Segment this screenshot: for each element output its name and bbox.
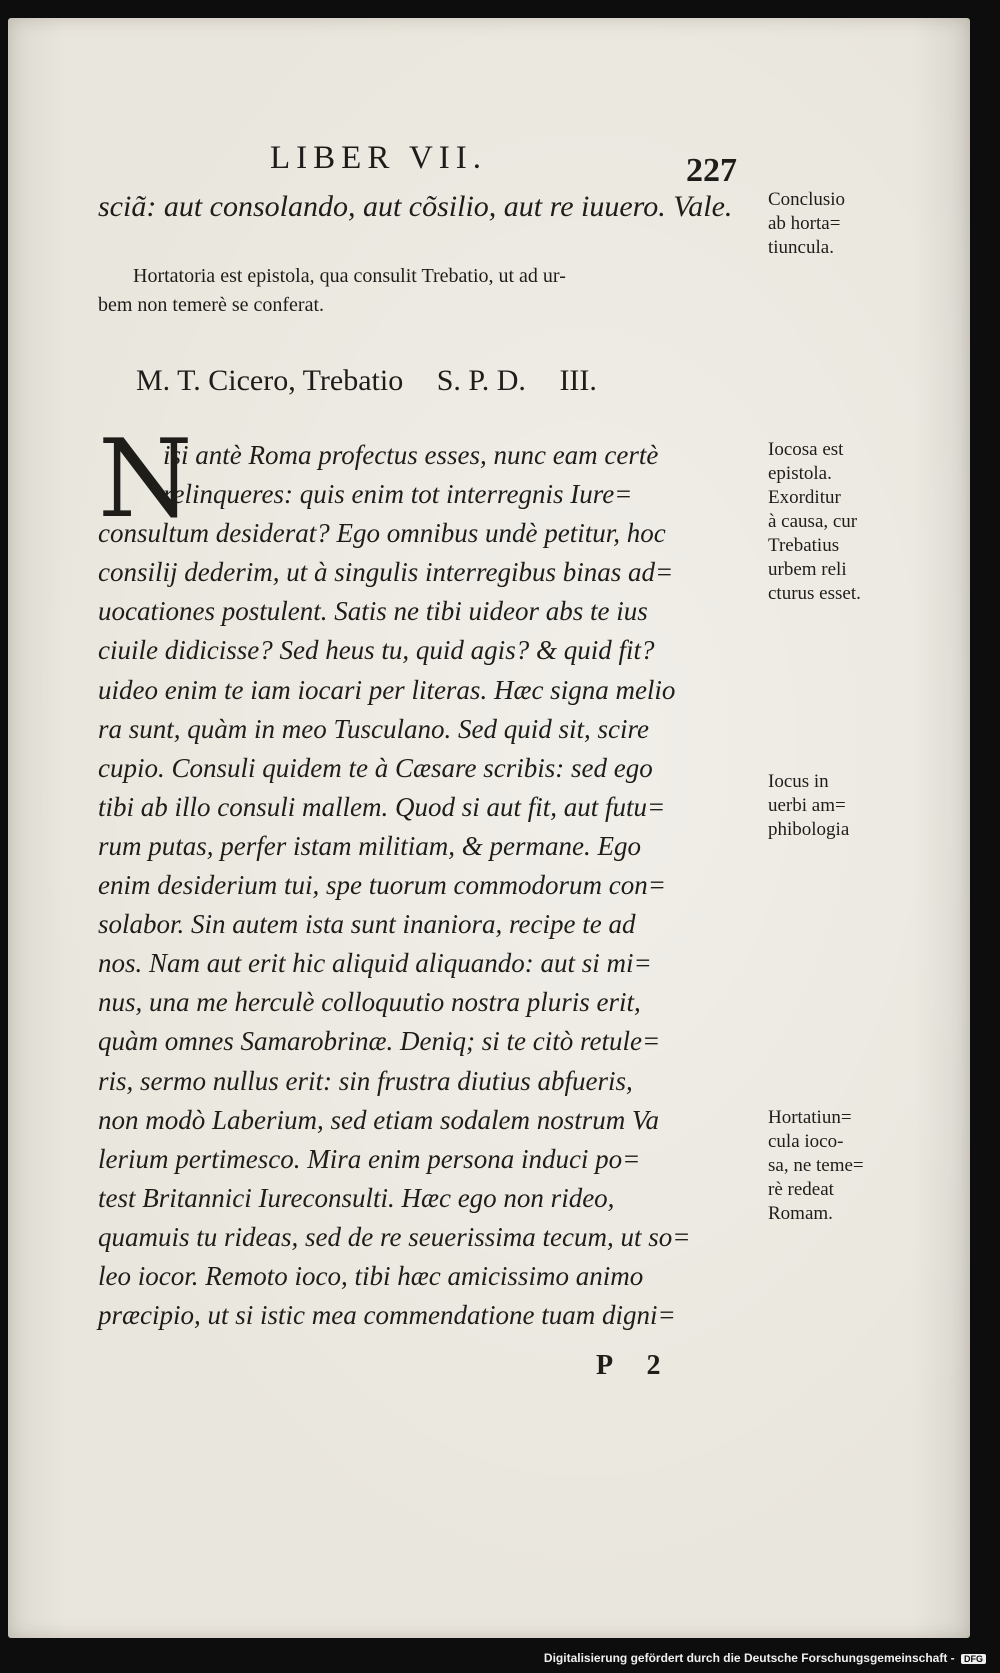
- margin-note-iocosa: [768, 438, 898, 606]
- book-page: [8, 18, 970, 1638]
- margin-note-line: phibologia: [768, 819, 850, 840]
- body-line: solabor. Sin autem ista sunt inaniora, recipe te ad: [98, 909, 636, 940]
- margin-note-iocus: [768, 770, 898, 842]
- body-line: quàm omnes Samarobrinæ. Deniq; si te citò retule=: [98, 1026, 661, 1057]
- salutation-name: M. T. Cicero, Trebatio: [136, 364, 404, 397]
- margin-note-line: cula ioco-: [768, 1131, 844, 1152]
- margin-note-line: Iocosa est: [768, 439, 844, 460]
- body-line: quamuis tu rideas, sed de re seuerissima tecum, ut so=: [98, 1221, 691, 1252]
- digitization-credit: [544, 1651, 986, 1665]
- body-line: test Britannici Iureconsulti. Hæc ego non rideo,: [98, 1182, 615, 1213]
- margin-note-line: cturus esset.: [768, 583, 861, 604]
- margin-note-line: urbem reli: [768, 559, 847, 580]
- body-line: præcipio, ut si istic mea commendatione tuam digni=: [98, 1300, 676, 1331]
- margin-note-line: Iocus in: [768, 771, 829, 792]
- body-line: ciuile didicisse? Sed heus tu, quid agis? & quid fit?: [98, 635, 655, 666]
- body-line: leo iocor. Remoto ioco, tibi hæc amicissimo animo: [98, 1260, 644, 1291]
- first-line: sciã: aut consolando, aut cõsilio, aut re iuuero. Vale.: [98, 190, 733, 223]
- margin-note-line: ab horta=: [768, 213, 841, 234]
- salutation-abbrev: S. P. D.: [436, 364, 526, 397]
- body-line: enim desiderium tui, spe tuorum commodorum con=: [98, 870, 666, 901]
- body-line: non modò Laberium, sed etiam sodalem nostrum Va: [98, 1104, 659, 1135]
- body-line: relinqueres: quis enim tot interregnis Iure=: [163, 479, 633, 510]
- drop-cap: N: [98, 417, 193, 542]
- margin-note-line: epistola.: [768, 463, 832, 484]
- letter-number: III.: [559, 364, 597, 397]
- summary-line: bem non temerè se conferat.: [98, 294, 325, 316]
- running-head: LIBER VII.: [270, 140, 488, 176]
- body-line: uocationes postulent. Satis ne tibi uideor abs te ius: [98, 596, 648, 627]
- body-line: ra sunt, quàm in meo Tusculano. Sed quid sit, scire: [98, 713, 649, 744]
- body-line: uideo enim te iam iocari per literas. Hæc signa melio: [98, 674, 676, 705]
- body-line: consilij dederim, ut à singulis interregibus binas ad=: [98, 557, 674, 588]
- body-line: cupio. Consuli quidem te à Cæsare scribis: sed ego: [98, 752, 653, 783]
- signature-mark: P 2: [596, 1350, 675, 1381]
- body-line: rum putas, perfer istam militiam, & permane. Ego: [98, 830, 641, 861]
- body-line: nos. Nam aut erit hic aliquid aliquando: aut si mi=: [98, 948, 652, 979]
- body-line: tibi ab illo consuli mallem. Quod si aut fit, aut futu=: [98, 791, 666, 822]
- body-line: consultum desiderat? Ego omnibus undè petitur, hoc: [98, 518, 666, 549]
- margin-note-line: sa, ne teme=: [768, 1155, 864, 1176]
- dfg-logo: DFG: [961, 1654, 986, 1664]
- credit-text: Digitalisierung gefördert durch die Deutsche Forschungsgemeinschaft -: [543, 1651, 955, 1665]
- margin-note-line: Hortatiun=: [768, 1107, 852, 1128]
- margin-note-conclusio: [768, 188, 898, 260]
- margin-note-line: Romam.: [768, 1203, 833, 1224]
- margin-note-line: à causa, cur: [768, 511, 858, 532]
- body-line: isi antè Roma profectus esses, nunc eam certè: [163, 440, 659, 470]
- margin-note-hortatiuncula: [768, 1106, 898, 1226]
- margin-note-line: uerbi am=: [768, 795, 846, 816]
- summary-line: Hortatoria est epistola, qua consulit Trebatio, ut ad ur-: [133, 265, 566, 287]
- letter-summary: [98, 262, 753, 320]
- margin-note-line: Trebatius: [768, 535, 840, 556]
- body-line: lerium pertimesco. Mira enim persona induci po=: [98, 1143, 641, 1174]
- margin-note-line: Conclusio: [768, 189, 846, 210]
- body-line: ris, sermo nullus erit: sin frustra diutius abfueris,: [98, 1065, 633, 1096]
- body-line: nus, una me herculè colloquutio nostra pluris erit,: [98, 987, 641, 1018]
- margin-note-line: tiuncula.: [768, 237, 834, 258]
- page-number: 227: [686, 152, 737, 189]
- margin-note-line: rè redeat: [768, 1179, 834, 1200]
- margin-note-line: Exorditur: [768, 487, 841, 508]
- letter-body: [98, 436, 758, 1335]
- letter-salutation: [136, 364, 623, 398]
